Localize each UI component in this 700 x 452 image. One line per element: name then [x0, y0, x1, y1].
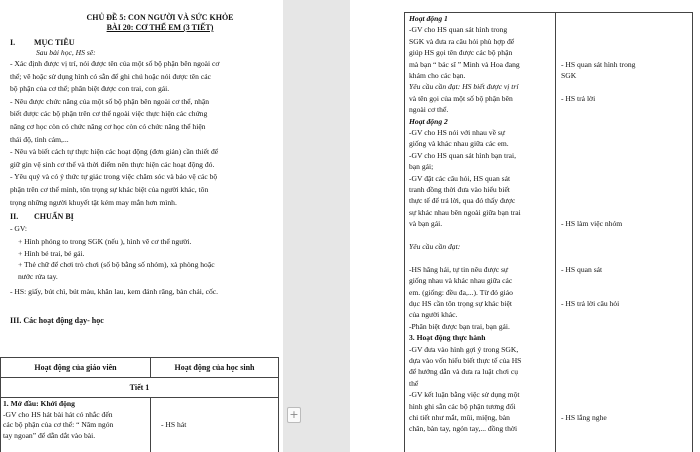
- teacher-activity-line: -Phân biệt được bạn trai, bạn gái.: [409, 321, 510, 331]
- objective-line: trọng những người khuyết tật kém may mắn hơn mình.: [10, 197, 177, 207]
- student-activity-line: - HS trả lời câu hỏi: [561, 299, 620, 308]
- student-activity-line: - HS quan sát: [561, 264, 603, 274]
- objective-line: năng cơ học còn có chức năng cơ học còn có chức năng thể hiện: [10, 122, 206, 131]
- teacher-activity-line: của người khác.: [409, 310, 458, 320]
- teacher-label: - GV:: [10, 224, 27, 233]
- objective-line: - Nêu và biết cách tự thực hiện các hoạt động (đơn giản) cần thiết để: [10, 147, 219, 157]
- activity-1-line: -GV cho HS hát bài hát có nhắc đến: [3, 409, 113, 419]
- teacher-activity-line: chân, bàn tay, ngón tay,... đồng thời: [409, 424, 518, 434]
- teacher-activity-line: thể: [409, 378, 419, 388]
- objective-line: phận trên cơ thể mình, tôn trọng sự khác biệt của người khác, tôn: [10, 185, 209, 194]
- lesson-title: BÀI 20: CƠ THỂ EM (3 TIẾT): [106, 23, 214, 32]
- column-divider: [555, 13, 556, 452]
- section-1-heading: MỤC TIÊU: [34, 38, 75, 47]
- teacher-material-item: + Hình bé trai, bé gái.: [18, 248, 85, 258]
- teacher-activity-line: -GV cho HS nói với nhau về sự: [409, 128, 505, 137]
- section-2-number: II.: [10, 212, 19, 221]
- teacher-activity-line: sự khác nhau bên ngoài giữa bạn trai: [409, 207, 521, 217]
- teacher-activity-line: Hoạt động 1: [409, 14, 448, 23]
- section-3-heading: III. Các hoạt động dạy- học: [10, 316, 104, 325]
- teacher-activity-line: hình ghi sẵn các bộ phận tương đối: [409, 401, 516, 411]
- student-column-header: Hoạt động của học sinh: [151, 358, 279, 378]
- lesson-header: Tiết 1: [1, 378, 279, 398]
- objective-line: thái độ, tình cảm,...: [10, 134, 69, 144]
- teacher-activity-line: Yêu cầu cần đạt:: [409, 242, 461, 251]
- teacher-activity-line: SGK và đưa ra câu hỏi phù hợp để: [409, 36, 515, 46]
- objective-line: - Xác định được vị trí, nói được tên của một số bộ phận bên ngoài cơ: [10, 59, 220, 68]
- teacher-activity-line: Yêu cầu cần đạt: HS biết được vị trí: [409, 82, 519, 92]
- objective-line: bộ phận của cơ thể; phân biệt được con trai, con gái.: [10, 84, 170, 94]
- student-activity-line: - HS trả lời: [561, 93, 596, 103]
- teacher-activity-line: để hướng dẫn và đưa ra luật chơi cụ: [409, 367, 519, 377]
- document-title: CHỦ ĐỀ 5: CON NGƯỜI VÀ SỨC KHỎE: [86, 13, 234, 22]
- teacher-material-item: + Hình phóng to trong SGK (nếu ), hình vẽ cơ thể người.: [18, 237, 192, 246]
- teacher-activity-line: giống và khác nhau giữa các em.: [409, 139, 509, 149]
- teacher-material-item: + Thẻ chữ để chơi trò chơi (số bộ bằng số nhóm), xà phòng hoặc: [18, 260, 215, 269]
- teacher-activity-line: -GV cho HS quan sát hình bạn trai,: [409, 150, 516, 160]
- student-activity-line: - HS làm việc nhóm: [561, 219, 623, 229]
- student-activity-line: - HS quan sát hình trong: [561, 59, 636, 69]
- intro-line: Sau bài học, HS sẽ:: [36, 48, 96, 57]
- teacher-activity-line: giống nhau và khác nhau giữa các: [409, 276, 513, 286]
- teacher-column-header: Hoạt động của giáo viên: [1, 358, 151, 378]
- lesson-plan-table: [0, 357, 279, 452]
- teacher-material-item: nước rửa tay.: [18, 271, 58, 281]
- student-activity-line: - HS lắng nghe: [561, 413, 607, 422]
- teacher-activity-line: -GV đặt các câu hỏi, HS quan sát: [409, 173, 511, 183]
- teacher-activity-line: ngoài cơ thể.: [409, 105, 449, 115]
- teacher-activity-line: và tên gọi của một số bộ phận bên: [409, 93, 513, 103]
- right-document-page: [350, 0, 700, 452]
- teacher-activity-line: giúp HS gọi tên được các bộ phận: [409, 48, 513, 58]
- activity-1-student-cell: [151, 398, 279, 452]
- objective-line: biết được các bộ phận trên cơ thể ngoài việc thực hiện các chứng: [10, 109, 208, 119]
- teacher-activity-line: và bạn gái.: [409, 219, 443, 229]
- teacher-activity-line: -HS hăng hái, tự tin nêu được sự: [409, 264, 509, 274]
- teacher-activity-line: khám cho các bạn.: [409, 71, 466, 80]
- teacher-activity-line: thực tế để trả lời, qua đó thấy được: [409, 196, 516, 206]
- objective-line: thể; vẽ hoặc sử dụng hình có sẵn để ghi chú hoặc nói được tên các: [10, 71, 211, 81]
- teacher-activity-line: Hoạt động 2: [409, 116, 448, 126]
- teacher-activity-line: -GV kết luận bằng việc sử dụng một: [409, 390, 520, 400]
- activity-1-line: tay ngoan” để dẫn dắt vào bài.: [3, 430, 96, 440]
- teacher-activity-line: 3. Hoạt động thực hành: [409, 333, 486, 343]
- student-materials: - HS: giấy, bút chì, bút màu, khăn lau, kem đánh răng, bàn chải, cốc.: [10, 287, 219, 296]
- teacher-activity-line: -GV cho HS quan sát hình trong: [409, 25, 508, 35]
- left-document-page: [0, 0, 283, 452]
- teacher-activity-line: chi tiết như mắt, mũi, miệng, bàn: [409, 413, 510, 422]
- activity-1-line: các bộ phận của cơ thể: “ Năm ngón: [3, 420, 114, 429]
- teacher-activity-line: dục HS cần tôn trọng sự khác biệt: [409, 299, 513, 308]
- objective-line: giữ gìn vệ sinh cơ thể và thời điểm nên thực hiện các hoạt động đó.: [10, 159, 215, 169]
- activity-1-heading: 1. Mở đầu: Khởi động: [3, 399, 75, 408]
- teacher-activity-line: tranh đồng thời đưa vào hiểu biết: [409, 185, 510, 194]
- activity-table: [404, 12, 693, 452]
- teacher-activity-line: em. (giống: đều đa,...). Từ đó giáo: [409, 287, 513, 297]
- student-activity-line: SGK: [561, 71, 577, 80]
- teacher-activity-line: dựa vào vốn hiểu biết thực tế của HS: [409, 356, 522, 365]
- add-page-button[interactable]: +: [287, 407, 301, 423]
- activity-1-teacher-cell: [1, 398, 151, 452]
- activity-1-student-text: - HS hát: [161, 420, 187, 429]
- objective-line: - Nêu được chức năng của một số bộ phận bên ngoài cơ thể, nhận: [10, 96, 210, 106]
- teacher-activity-line: bạn gái;: [409, 162, 434, 172]
- teacher-activity-line: -GV đưa vào hình gợi ý trong SGK,: [409, 344, 519, 354]
- teacher-activity-line: mà bạn “ bác sĩ ” Minh và Hoa đang: [409, 59, 520, 69]
- section-2-heading: CHUẨN BỊ: [34, 212, 74, 221]
- objective-line: - Yêu quý và có ý thức tự giác trong việc chăm sóc và bảo vệ các bộ: [10, 172, 218, 182]
- section-1-number: I.: [10, 38, 16, 47]
